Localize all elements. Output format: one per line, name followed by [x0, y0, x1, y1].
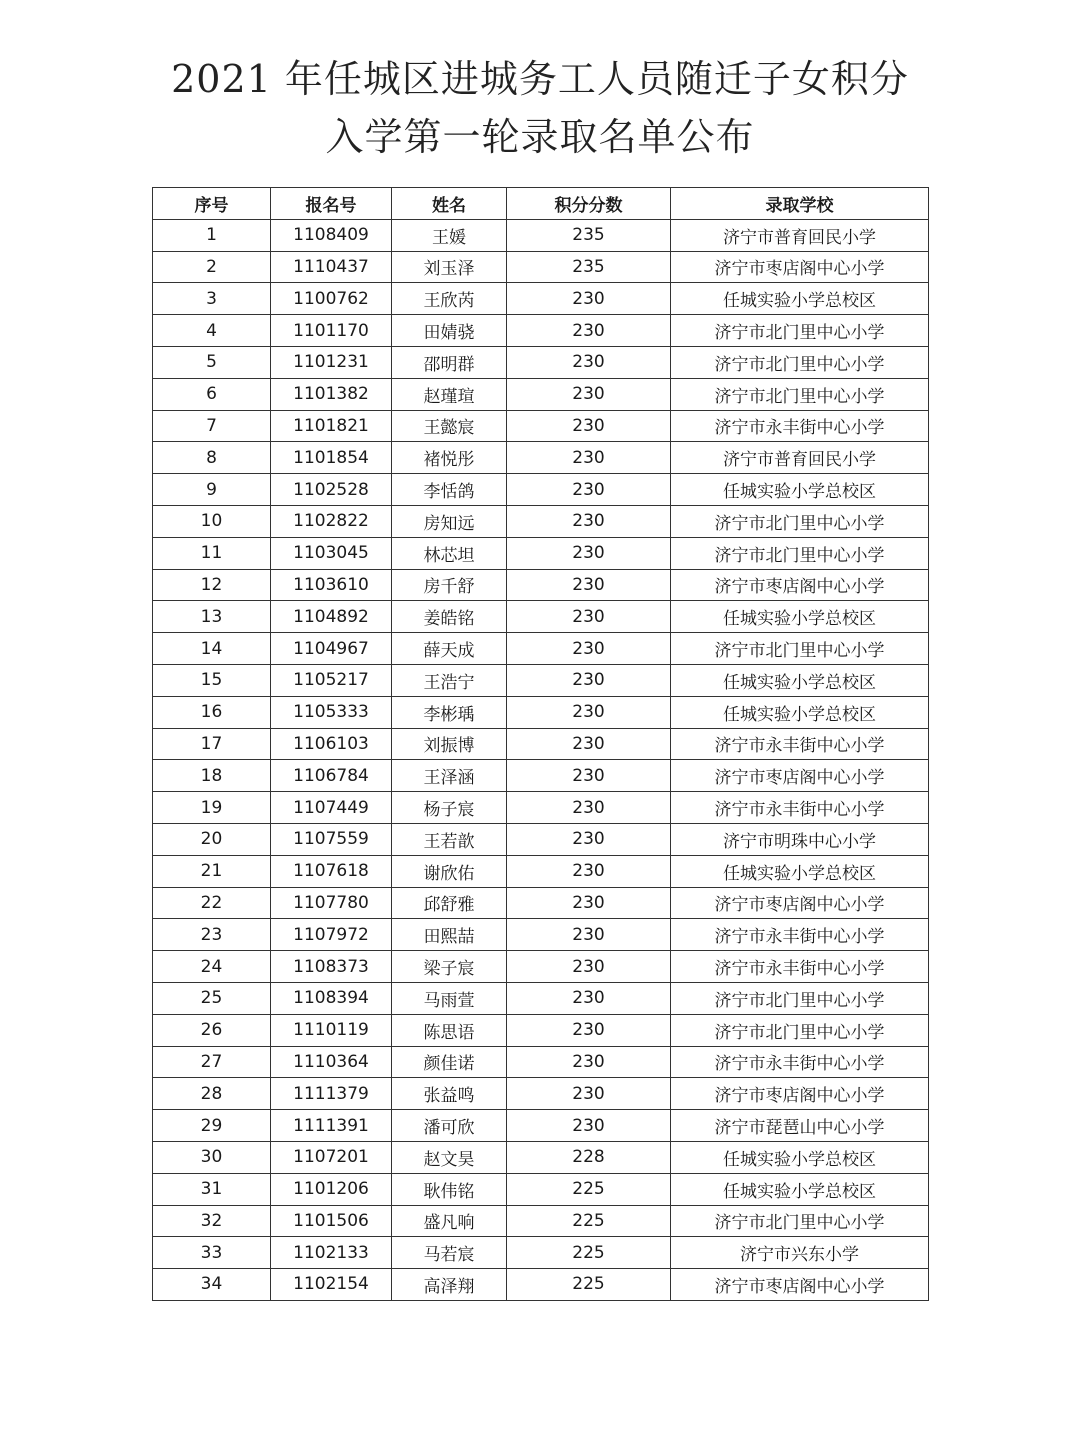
- table-row: [153, 633, 929, 665]
- cell-school: 济宁市北门里中心小学: [671, 315, 929, 347]
- table-row: [153, 696, 929, 728]
- cell-school: 济宁市枣店阁中心小学: [671, 251, 929, 283]
- cell-seq: 26: [153, 1014, 271, 1046]
- cell-school: 济宁市枣店阁中心小学: [671, 569, 929, 601]
- cell-seq: 22: [153, 887, 271, 919]
- table-body: [153, 219, 929, 1300]
- cell-seq: 24: [153, 951, 271, 983]
- cell-name: 马若宸: [392, 1237, 507, 1269]
- cell-reg-no: 1110364: [271, 1046, 392, 1078]
- cell-seq: 17: [153, 728, 271, 760]
- cell-score: 230: [507, 633, 671, 665]
- cell-school: 任城实验小学总校区: [671, 601, 929, 633]
- cell-school: 任城实验小学总校区: [671, 855, 929, 887]
- cell-score: 235: [507, 251, 671, 283]
- cell-score: 230: [507, 664, 671, 696]
- cell-name: 王懿宸: [392, 410, 507, 442]
- cell-reg-no: 1107972: [271, 919, 392, 951]
- cell-name: 高泽翔: [392, 1269, 507, 1301]
- header-score: 积分分数: [507, 188, 671, 220]
- table-row: [153, 410, 929, 442]
- cell-reg-no: 1111391: [271, 1110, 392, 1142]
- table-row: [153, 1110, 929, 1142]
- cell-seq: 32: [153, 1205, 271, 1237]
- table-row: [153, 378, 929, 410]
- cell-score: 230: [507, 887, 671, 919]
- cell-score: 230: [507, 1078, 671, 1110]
- cell-score: 230: [507, 569, 671, 601]
- cell-reg-no: 1101231: [271, 346, 392, 378]
- cell-score: 230: [507, 601, 671, 633]
- cell-seq: 1: [153, 219, 271, 251]
- table-row: [153, 919, 929, 951]
- table-row: [153, 728, 929, 760]
- cell-school: 任城实验小学总校区: [671, 474, 929, 506]
- cell-school: 济宁市枣店阁中心小学: [671, 887, 929, 919]
- cell-reg-no: 1108394: [271, 982, 392, 1014]
- cell-reg-no: 1101821: [271, 410, 392, 442]
- table-row: [153, 315, 929, 347]
- cell-school: 济宁市普育回民小学: [671, 442, 929, 474]
- table-header-row: [153, 188, 929, 220]
- cell-reg-no: 1103045: [271, 537, 392, 569]
- cell-seq: 19: [153, 792, 271, 824]
- cell-reg-no: 1110437: [271, 251, 392, 283]
- cell-school: 济宁市永丰街中心小学: [671, 1046, 929, 1078]
- cell-score: 230: [507, 1014, 671, 1046]
- cell-name: 邵明群: [392, 346, 507, 378]
- header-seq: 序号: [153, 188, 271, 220]
- cell-score: 230: [507, 760, 671, 792]
- cell-name: 盛凡响: [392, 1205, 507, 1237]
- cell-seq: 15: [153, 664, 271, 696]
- cell-score: 230: [507, 855, 671, 887]
- table-row: [153, 982, 929, 1014]
- cell-score: 230: [507, 442, 671, 474]
- cell-reg-no: 1107780: [271, 887, 392, 919]
- table-row: [153, 1237, 929, 1269]
- cell-school: 济宁市普育回民小学: [671, 219, 929, 251]
- title-line-2: 入学第一轮录取名单公布: [325, 115, 755, 159]
- cell-score: 228: [507, 1141, 671, 1173]
- cell-score: 230: [507, 792, 671, 824]
- cell-score: 230: [507, 537, 671, 569]
- cell-score: 230: [507, 283, 671, 315]
- cell-school: 济宁市北门里中心小学: [671, 1014, 929, 1046]
- cell-reg-no: 1101206: [271, 1173, 392, 1205]
- cell-score: 230: [507, 982, 671, 1014]
- cell-score: 230: [507, 951, 671, 983]
- cell-score: 230: [507, 505, 671, 537]
- cell-reg-no: 1105217: [271, 664, 392, 696]
- cell-school: 任城实验小学总校区: [671, 1141, 929, 1173]
- cell-seq: 25: [153, 982, 271, 1014]
- cell-score: 225: [507, 1269, 671, 1301]
- table-row: [153, 601, 929, 633]
- cell-name: 赵文昊: [392, 1141, 507, 1173]
- cell-school: 济宁市永丰街中心小学: [671, 410, 929, 442]
- cell-seq: 14: [153, 633, 271, 665]
- table-row: [153, 887, 929, 919]
- cell-school: 济宁市枣店阁中心小学: [671, 1078, 929, 1110]
- cell-score: 225: [507, 1205, 671, 1237]
- cell-name: 房千舒: [392, 569, 507, 601]
- cell-score: 230: [507, 410, 671, 442]
- header-school: 录取学校: [671, 188, 929, 220]
- cell-reg-no: 1104967: [271, 633, 392, 665]
- cell-seq: 33: [153, 1237, 271, 1269]
- cell-seq: 18: [153, 760, 271, 792]
- cell-score: 230: [507, 696, 671, 728]
- cell-score: 230: [507, 823, 671, 855]
- cell-school: 任城实验小学总校区: [671, 696, 929, 728]
- cell-reg-no: 1110119: [271, 1014, 392, 1046]
- cell-seq: 30: [153, 1141, 271, 1173]
- table-row: [153, 1078, 929, 1110]
- cell-name: 刘振博: [392, 728, 507, 760]
- title-line-1: 2021 年任城区进城务工人员随迁子女积分: [171, 57, 909, 101]
- cell-name: 张益鸣: [392, 1078, 507, 1110]
- cell-school: 济宁市兴东小学: [671, 1237, 929, 1269]
- cell-school: 济宁市枣店阁中心小学: [671, 760, 929, 792]
- table-row: [153, 1205, 929, 1237]
- cell-name: 田熙喆: [392, 919, 507, 951]
- cell-school: 济宁市永丰街中心小学: [671, 951, 929, 983]
- cell-reg-no: 1101170: [271, 315, 392, 347]
- table-row: [153, 219, 929, 251]
- table-row: [153, 569, 929, 601]
- cell-school: 任城实验小学总校区: [671, 283, 929, 315]
- cell-reg-no: 1105333: [271, 696, 392, 728]
- cell-name: 房知远: [392, 505, 507, 537]
- table-row: [153, 474, 929, 506]
- cell-score: 230: [507, 919, 671, 951]
- cell-school: 济宁市北门里中心小学: [671, 537, 929, 569]
- table-row: [153, 1014, 929, 1046]
- cell-reg-no: 1101506: [271, 1205, 392, 1237]
- cell-school: 济宁市北门里中心小学: [671, 505, 929, 537]
- cell-school: 济宁市枣店阁中心小学: [671, 1269, 929, 1301]
- cell-seq: 29: [153, 1110, 271, 1142]
- cell-name: 王浩宁: [392, 664, 507, 696]
- cell-school: 济宁市北门里中心小学: [671, 346, 929, 378]
- cell-reg-no: 1104892: [271, 601, 392, 633]
- table-row: [153, 251, 929, 283]
- cell-name: 薛天成: [392, 633, 507, 665]
- cell-seq: 13: [153, 601, 271, 633]
- cell-reg-no: 1106784: [271, 760, 392, 792]
- cell-reg-no: 1100762: [271, 283, 392, 315]
- cell-score: 225: [507, 1173, 671, 1205]
- cell-reg-no: 1107449: [271, 792, 392, 824]
- table-row: [153, 1046, 929, 1078]
- table-row: [153, 537, 929, 569]
- table-row: [153, 760, 929, 792]
- cell-school: 济宁市永丰街中心小学: [671, 728, 929, 760]
- cell-reg-no: 1101854: [271, 442, 392, 474]
- cell-reg-no: 1107559: [271, 823, 392, 855]
- cell-name: 谢欣佑: [392, 855, 507, 887]
- cell-seq: 10: [153, 505, 271, 537]
- cell-seq: 21: [153, 855, 271, 887]
- cell-seq: 23: [153, 919, 271, 951]
- cell-school: 济宁市永丰街中心小学: [671, 919, 929, 951]
- cell-school: 济宁市北门里中心小学: [671, 378, 929, 410]
- cell-score: 230: [507, 474, 671, 506]
- cell-name: 王媛: [392, 219, 507, 251]
- table-row: [153, 283, 929, 315]
- cell-name: 陈思语: [392, 1014, 507, 1046]
- cell-reg-no: 1103610: [271, 569, 392, 601]
- cell-score: 230: [507, 346, 671, 378]
- cell-seq: 6: [153, 378, 271, 410]
- cell-name: 刘玉泽: [392, 251, 507, 283]
- cell-seq: 28: [153, 1078, 271, 1110]
- cell-school: 济宁市永丰街中心小学: [671, 792, 929, 824]
- table-row: [153, 664, 929, 696]
- cell-reg-no: 1102822: [271, 505, 392, 537]
- cell-seq: 7: [153, 410, 271, 442]
- cell-name: 李恬鸽: [392, 474, 507, 506]
- cell-name: 颜佳诺: [392, 1046, 507, 1078]
- cell-name: 杨子宸: [392, 792, 507, 824]
- cell-seq: 4: [153, 315, 271, 347]
- table-row: [153, 346, 929, 378]
- cell-seq: 2: [153, 251, 271, 283]
- cell-reg-no: 1102154: [271, 1269, 392, 1301]
- cell-name: 王欣芮: [392, 283, 507, 315]
- table-row: [153, 442, 929, 474]
- cell-reg-no: 1106103: [271, 728, 392, 760]
- cell-name: 潘可欣: [392, 1110, 507, 1142]
- cell-name: 李彬瑀: [392, 696, 507, 728]
- table-row: [153, 823, 929, 855]
- cell-school: 济宁市北门里中心小学: [671, 1205, 929, 1237]
- cell-name: 褚悦彤: [392, 442, 507, 474]
- table-row: [153, 1173, 929, 1205]
- cell-seq: 9: [153, 474, 271, 506]
- table-row: [153, 951, 929, 983]
- cell-reg-no: 1108373: [271, 951, 392, 983]
- cell-name: 王若歆: [392, 823, 507, 855]
- admission-list-table: [152, 187, 929, 1301]
- cell-name: 马雨萱: [392, 982, 507, 1014]
- cell-seq: 20: [153, 823, 271, 855]
- cell-school: 济宁市北门里中心小学: [671, 633, 929, 665]
- cell-score: 230: [507, 378, 671, 410]
- cell-seq: 5: [153, 346, 271, 378]
- cell-seq: 31: [153, 1173, 271, 1205]
- document-title: [0, 50, 1080, 166]
- cell-score: 230: [507, 1046, 671, 1078]
- cell-school: 济宁市明珠中心小学: [671, 823, 929, 855]
- cell-school: 济宁市琵琶山中心小学: [671, 1110, 929, 1142]
- cell-name: 田婧骁: [392, 315, 507, 347]
- cell-reg-no: 1107201: [271, 1141, 392, 1173]
- cell-name: 姜皓铭: [392, 601, 507, 633]
- cell-reg-no: 1111379: [271, 1078, 392, 1110]
- cell-seq: 12: [153, 569, 271, 601]
- cell-score: 235: [507, 219, 671, 251]
- cell-name: 王泽涵: [392, 760, 507, 792]
- cell-reg-no: 1102528: [271, 474, 392, 506]
- cell-score: 230: [507, 728, 671, 760]
- cell-school: 任城实验小学总校区: [671, 664, 929, 696]
- cell-reg-no: 1107618: [271, 855, 392, 887]
- cell-seq: 8: [153, 442, 271, 474]
- cell-school: 济宁市北门里中心小学: [671, 982, 929, 1014]
- cell-reg-no: 1101382: [271, 378, 392, 410]
- cell-seq: 34: [153, 1269, 271, 1301]
- cell-reg-no: 1108409: [271, 219, 392, 251]
- cell-seq: 11: [153, 537, 271, 569]
- cell-reg-no: 1102133: [271, 1237, 392, 1269]
- header-name: 姓名: [392, 188, 507, 220]
- cell-score: 225: [507, 1237, 671, 1269]
- table-row: [153, 855, 929, 887]
- table-row: [153, 505, 929, 537]
- header-reg-no: 报名号: [271, 188, 392, 220]
- cell-score: 230: [507, 315, 671, 347]
- cell-score: 230: [507, 1110, 671, 1142]
- table-row: [153, 1141, 929, 1173]
- cell-name: 耿伟铭: [392, 1173, 507, 1205]
- table-row: [153, 792, 929, 824]
- cell-name: 赵瑾瑄: [392, 378, 507, 410]
- cell-seq: 27: [153, 1046, 271, 1078]
- cell-school: 任城实验小学总校区: [671, 1173, 929, 1205]
- table-row: [153, 1269, 929, 1301]
- cell-seq: 16: [153, 696, 271, 728]
- cell-name: 林芯坦: [392, 537, 507, 569]
- cell-seq: 3: [153, 283, 271, 315]
- cell-name: 梁子宸: [392, 951, 507, 983]
- cell-name: 邱舒雅: [392, 887, 507, 919]
